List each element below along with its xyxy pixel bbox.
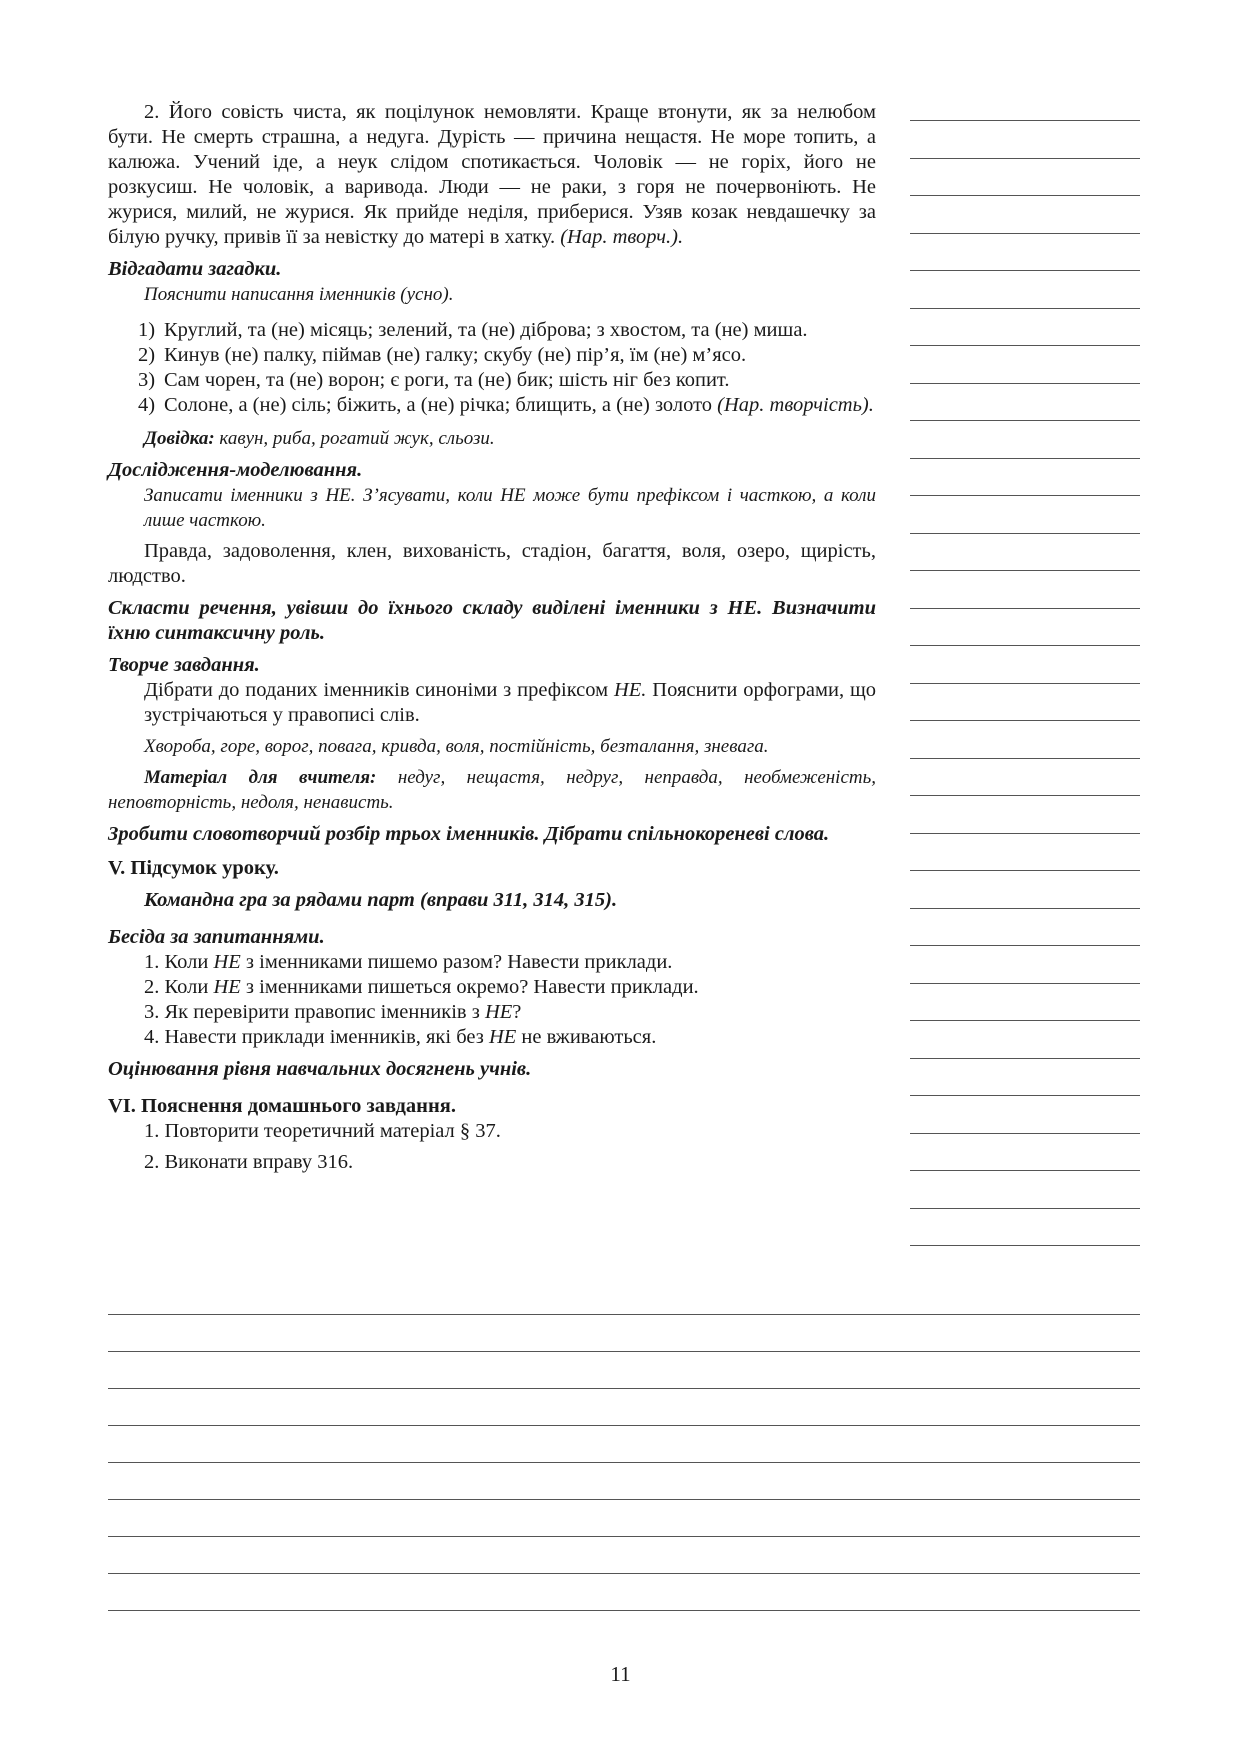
note-line	[108, 1425, 1140, 1426]
list-item: 2. Виконати вправу 316.	[144, 1151, 354, 1173]
note-line	[108, 1499, 1140, 1500]
note-line	[108, 1388, 1140, 1389]
proverbs-paragraph	[108, 100, 876, 250]
sentences-task: Скласти речення, увівши до їхнього складу виділені іменники з НЕ. Визначити їхню синтаксичну роль.	[108, 597, 876, 644]
proverbs-source: (Нар. творч.).	[560, 226, 684, 248]
list-item: 1) Круглий, та (не) місяць; зелений, та (не) діброва; з хвостом, та (не) миша.	[138, 319, 808, 341]
list-item: 4. Навести приклади іменників, які без НЕ не вживаються.	[144, 1026, 657, 1048]
list-item: 1. Повторити теоретичний матеріал § 37.	[144, 1120, 501, 1142]
research-heading: Дослідження-моделювання.	[108, 459, 363, 481]
list-item: 1. Коли НЕ з іменниками пишемо разом? Навести приклади.	[144, 951, 673, 973]
summary-heading: V. Підсумок уроку.	[108, 857, 279, 879]
list-item: 4) Солоне, а (не) сіль; біжить, а (не) річка; блищить, а (не) золото (Нар. творчість).	[138, 394, 874, 416]
list-item: 3) Сам чорен, та (не) ворон; є роги, та (не) бик; шість ніг без копит.	[138, 369, 730, 391]
conversation-questions	[108, 950, 876, 1050]
lesson-content	[108, 100, 876, 1175]
research-instruction: Записати іменники з НЕ. З’ясувати, коли НЕ може бути префіксом і часткою, а коли лише часткою.	[144, 485, 876, 531]
page-number: 11	[610, 1662, 631, 1686]
riddles-instruction: Пояснити написання іменників (усно).	[144, 284, 454, 305]
creative-instruction: Дібрати до поданих іменників синоніми з префіксом НЕ. Пояснити орфограми, що зустрічаються у правописі слів.	[144, 679, 876, 726]
note-line	[108, 1462, 1140, 1463]
homework-heading: VI. Пояснення домашнього завдання.	[108, 1095, 456, 1117]
conversation-heading: Бесіда за запитаннями.	[108, 926, 325, 948]
list-item: 3. Як перевірити правопис іменників з НЕ?	[144, 1001, 522, 1023]
note-line	[108, 1573, 1140, 1574]
list-item: 2) Кинув (не) палку, піймав (не) галку; скубу (не) пір’я, їм (не) м’ясо.	[138, 344, 747, 366]
research-words: Правда, задоволення, клен, вихованість, стадіон, багаття, воля, озеро, щирість, людство.	[108, 540, 876, 587]
teacher-material: Матеріал для вчителя: недуг, нещастя, недруг, неправда, необмеженість, неповторність, недоля, ненависть.	[108, 767, 877, 813]
note-line	[108, 1314, 1140, 1315]
summary-game: Командна гра за рядами парт (вправи 311, 314, 315).	[144, 889, 618, 911]
note-line	[108, 1610, 1140, 1611]
list-item: 2. Коли НЕ з іменниками пишеться окремо? Навести приклади.	[144, 976, 699, 998]
proverbs-text: 2. Його совість чиста, як поцілунок немовляти. Краще втонути, як за нелюбом бути. Не смерть страшна, а недуга. Дурість — причина нещастя. Не море топить, а калюжа. Учений іде, а неук слідом спотикається. Чоловік — не горіх, його не розкусиш. Не чоловік, а варивода. Люди — не раки, з горя не почервоніють. Не журися, милий, не журися. Як прийде неділя, приберися. Узяв козак невдашечку за білую ручку, привів її за невістку до матері в хатку.	[108, 101, 876, 248]
note-line	[108, 1351, 1140, 1352]
creative-words: Хвороба, горе, ворог, повага, кривда, воля, постійність, безталання, зневага.	[144, 736, 769, 757]
creative-heading: Творче завдання.	[108, 654, 260, 676]
note-line	[108, 1536, 1140, 1537]
assessment-heading: Оцінювання рівня навчальних досягнень учнів.	[108, 1058, 532, 1080]
word-analysis-task: Зробити словотворчий розбір трьох іменників. Дібрати спільнокореневі слова.	[108, 823, 830, 845]
riddles-list	[108, 318, 876, 418]
riddles-heading: Відгадати загадки.	[108, 258, 282, 280]
riddles-reference: Довідка: кавун, риба, рогатий жук, сльози.	[144, 428, 495, 449]
